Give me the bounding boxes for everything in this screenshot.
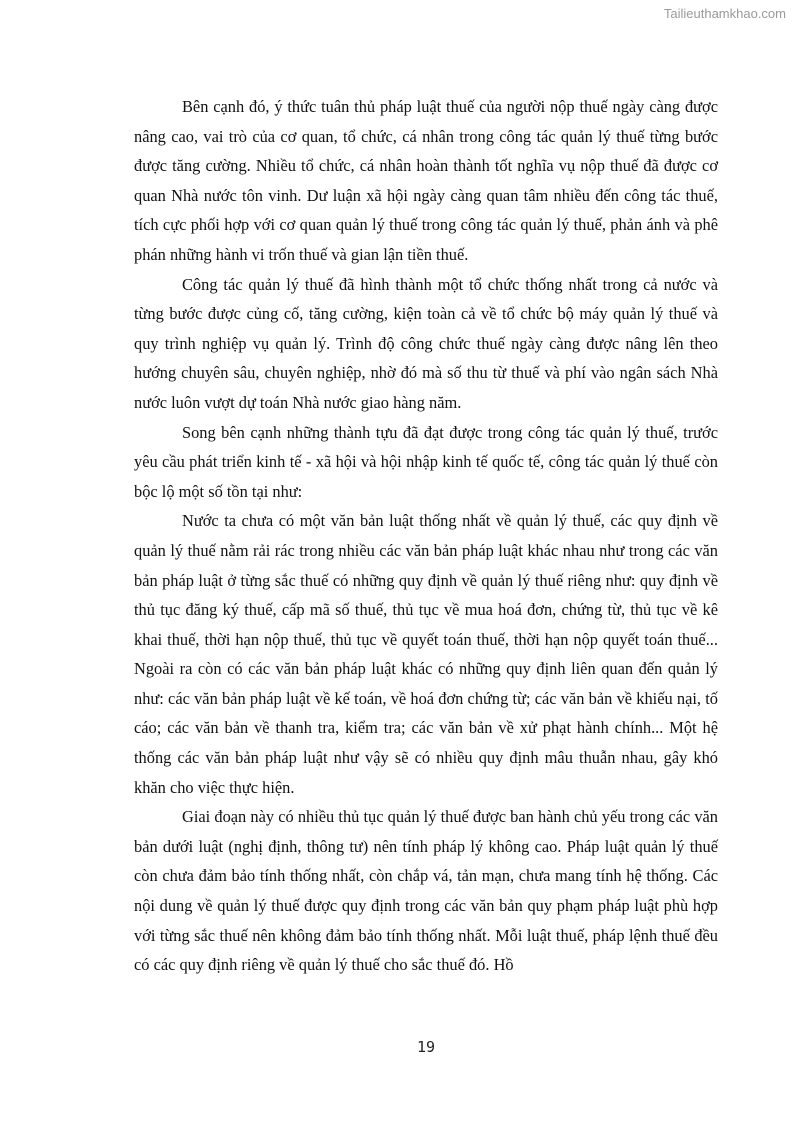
paragraph: Bên cạnh đó, ý thức tuân thủ pháp luật thuế của người nộp thuế ngày càng được nâng cao, vai trò của cơ quan, tổ chức, cá nhân trong công tác quản lý thuế từng bước được tăng cường. Nhiều tổ chức, cá nhân hoàn thành tốt nghĩa vụ nộp thuế đã được cơ quan Nhà nước tôn vinh. Dư luận xã hội ngày càng quan tâm nhiều đến công tác thuế, tích cực phối hợp với cơ quan quản lý thuế trong công tác quản lý thuế, phản ánh và phê phán những hành vi trốn thuế và gian lận tiền thuế. [134,97,718,264]
paragraph: Nước ta chưa có một văn bản luật thống nhất về quản lý thuế, các quy định về quản lý thuế nằm rải rác trong nhiều các văn bản pháp luật khác nhau như trong các văn bản pháp luật ở từng sắc thuế có những quy định về quản lý thuế riêng như: quy định về thủ tục đăng ký thuế, cấp mã số thuế, thủ tục về mua hoá đơn, chứng từ, thủ tục về kê khai thuế, thời hạn nộp thuế, thủ tục về quyết toán thuế, thời hạn nộp quyết toán thuế... Ngoài ra còn có các văn bản pháp luật khác có những quy định liên quan đến quản lý như: các văn bản pháp luật về kế toán, về hoá đơn chứng từ; các văn bản về khiếu nại, tố cáo; các văn bản về thanh tra, kiểm tra; các văn bản về xử phạt hành chính... Một hệ thống các văn bản pháp luật như vậy sẽ có nhiều quy định mâu thuẫn nhau, gây khó khăn cho việc thực hiện. [134,511,718,797]
watermark-text: Tailieuthamkhao.com [663,6,786,21]
paragraph: Song bên cạnh những thành tựu đã đạt được trong công tác quản lý thuế, trước yêu cầu phát triển kinh tế - xã hội và hội nhập kinh tế quốc tế, công tác quản lý thuế còn bộc lộ một số tồn tại như: [134,422,718,501]
paragraph: Công tác quản lý thuế đã hình thành một tổ chức thống nhất trong cả nước và từng bước được củng cố, tăng cường, kiện toàn cả về tổ chức bộ máy quản lý thuế và quy trình nghiệp vụ quản lý. Trình độ công chức thuế ngày càng được nâng lên theo hướng chuyên sâu, chuyên nghiệp, nhờ đó mà số thu từ thuế và phí vào ngân sách Nhà nước luôn vượt dự toán Nhà nước giao hàng năm. [134,274,718,412]
paragraph: Giai đoạn này có nhiều thủ tục quản lý thuế được ban hành chủ yếu trong các văn bản dưới luật (nghị định, thông tư) nên tính pháp lý không cao. Pháp luật quản lý thuế còn chưa đảm bảo tính thống nhất, còn chắp vá, tản mạn, chưa mang tính hệ thống. Các nội dung về quản lý thuế được quy định trong các văn bản quy phạm pháp luật phù hợp với từng sắc thuế nên không đảm bảo tính thống nhất. Mỗi luật thuế, pháp lệnh thuế đều có các quy định riêng về quản lý thuế cho sắc thuế đó. Hồ [134,807,718,975]
document-body [134,92,718,980]
page-number: 19 [416,1038,436,1056]
